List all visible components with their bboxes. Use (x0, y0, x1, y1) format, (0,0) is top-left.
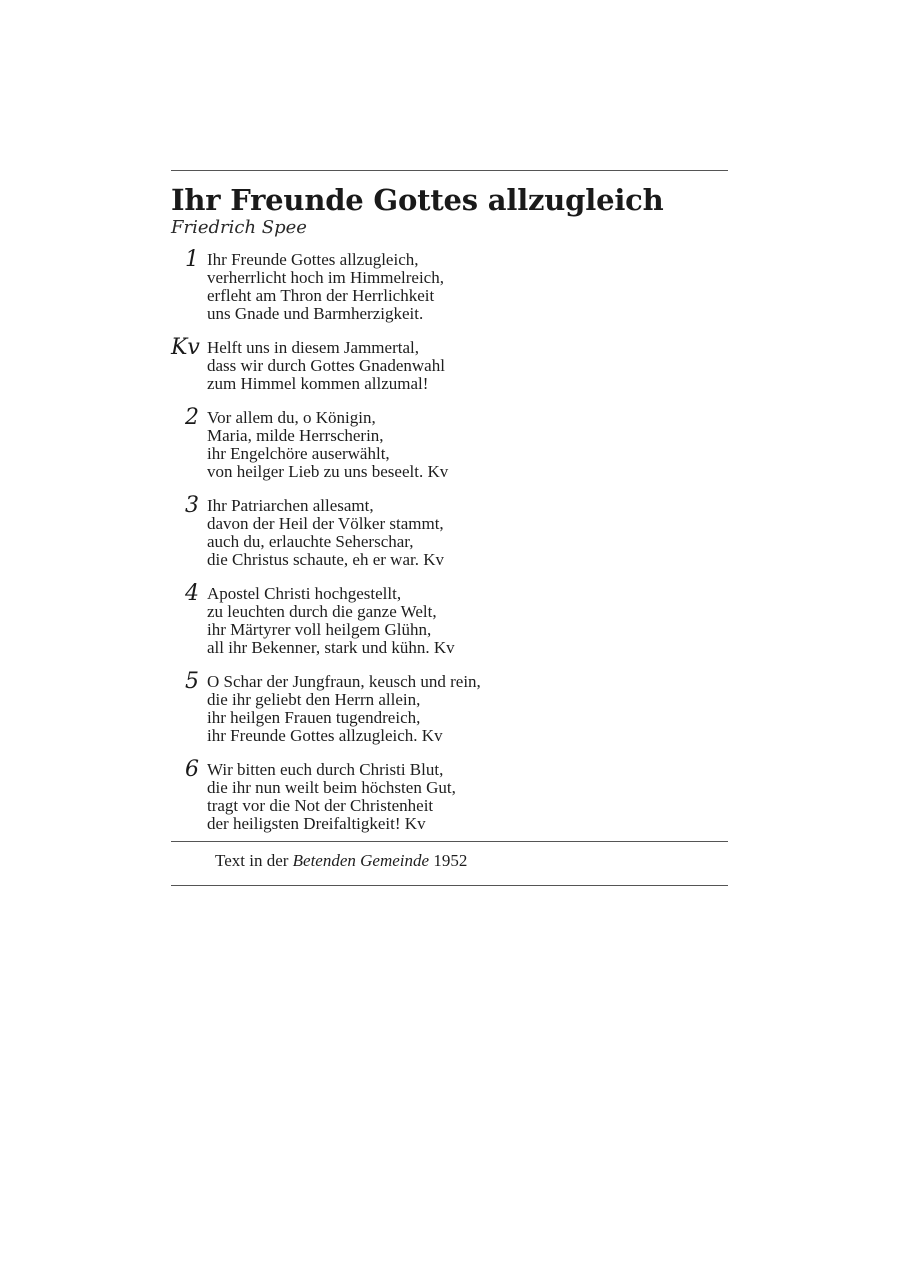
verse-number: 4 (185, 581, 199, 606)
verse-text (207, 673, 728, 745)
verse-block (171, 581, 728, 657)
verse-line: Wir bitten euch durch Christi Blut, (207, 760, 444, 779)
source-prefix: Text in der (215, 851, 293, 870)
verse-line: ihr Engelchöre auserwählt, (207, 444, 390, 463)
bottom-rule (171, 885, 728, 886)
verse-block (171, 405, 728, 481)
middle-rule (171, 841, 728, 842)
song-title: Ihr Freunde Gottes allzugleich (171, 183, 664, 217)
verse-number: 3 (185, 493, 199, 518)
verse-number: 6 (185, 757, 199, 782)
verse-text (207, 585, 728, 657)
verse-line: davon der Heil der Völker stammt, (207, 514, 444, 533)
top-rule (171, 170, 728, 171)
verse-number: 5 (185, 669, 199, 694)
verse-line: erfleht am Thron der Herrlichkeit (207, 286, 435, 305)
verse-text (207, 409, 728, 481)
verse-line: Vor allem du, o Königin, (207, 408, 376, 427)
verse-line: die Christus schaute, eh er war. Kv (207, 550, 444, 569)
source-work: Betenden Gemeinde (292, 851, 430, 870)
verse-line: verherrlicht hoch im Himmelreich, (207, 268, 444, 287)
verse-text (207, 339, 728, 393)
source-note (171, 850, 728, 872)
song-sheet (171, 170, 728, 886)
verse-block (171, 757, 728, 833)
verse-line: tragt vor die Not der Christenheit (207, 796, 434, 815)
verse-line: die ihr nun weilt beim höchsten Gut, (207, 778, 456, 797)
verse-line: uns Gnade und Barmherzigkeit. (207, 304, 424, 323)
source-year: 1952 (429, 851, 468, 870)
verse-line: Ihr Freunde Gottes allzugleich, (207, 250, 419, 269)
verse-text (207, 251, 728, 323)
verse-line: ihr Freunde Gottes allzugleich. Kv (207, 726, 443, 745)
verse-line: Maria, milde Herrscherin, (207, 426, 384, 445)
verse-block (171, 247, 728, 323)
song-author: Friedrich Spee (171, 217, 307, 238)
verse-number: 2 (185, 405, 199, 430)
verse-number: 1 (185, 247, 199, 272)
verse-line: ihr Märtyrer voll heilgem Glühn, (207, 620, 432, 639)
verse-line: Apostel Christi hochgestellt, (207, 584, 402, 603)
verse-line: zu leuchten durch die ganze Welt, (207, 602, 437, 621)
verse-text (207, 761, 728, 833)
verse-line: Helft uns in diesem Jammertal, (207, 338, 419, 357)
verses-list (171, 247, 728, 833)
verse-text (207, 497, 728, 569)
verse-line: die ihr geliebt den Herrn allein, (207, 690, 421, 709)
verse-line: dass wir durch Gottes Gnadenwahl (207, 356, 445, 375)
verse-line: O Schar der Jungfraun, keusch und rein, (207, 672, 481, 691)
verse-line: von heilger Lieb zu uns beseelt. Kv (207, 462, 449, 481)
refrain-marker: Kv (171, 335, 200, 360)
verse-block (171, 493, 728, 569)
verse-line: auch du, erlauchte Seherschar, (207, 532, 414, 551)
verse-line: der heiligsten Dreifaltigkeit! Kv (207, 814, 426, 833)
verse-block (171, 669, 728, 745)
verse-line: zum Himmel kommen allzumal! (207, 374, 429, 393)
refrain-block (171, 335, 728, 393)
verse-line: all ihr Bekenner, stark und kühn. Kv (207, 638, 455, 657)
verse-line: ihr heilgen Frauen tugendreich, (207, 708, 421, 727)
verse-line: Ihr Patriarchen allesamt, (207, 496, 374, 515)
